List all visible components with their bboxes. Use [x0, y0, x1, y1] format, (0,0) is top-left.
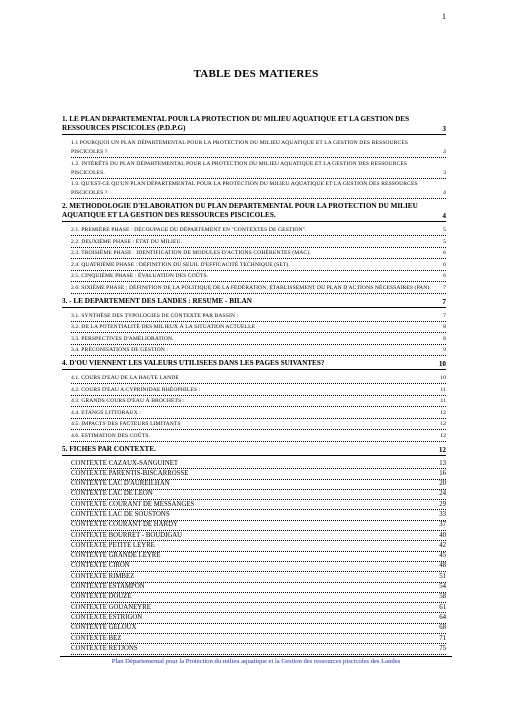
toc-fiche[interactable] — [71, 490, 446, 500]
toc-fiche[interactable] — [71, 480, 446, 490]
toc-entry-text: 1. LE PLAN DEPARTEMENTAL POUR LA PROTECTION DU MILIEU AQUATIQUE ET LA GESTION DES RESSOURCES PISCICOLES (P.D.P.G) — [62, 115, 410, 132]
toc-page-number: 61 — [439, 603, 446, 611]
toc-entry-text: CONTEXTE RETJONS — [71, 644, 138, 652]
toc-fiche[interactable] — [71, 573, 446, 583]
toc-page-number: 4 — [443, 190, 446, 196]
toc-page-number: 40 — [439, 531, 446, 539]
toc-page-number: 42 — [439, 541, 446, 549]
footer-divider — [60, 656, 452, 657]
toc-section-5[interactable] — [62, 445, 446, 456]
toc-entry-text: 1.3. QU'EST-CE QU'UN PLAN DÉPARTEMENTAL POUR LA PROTECTION DU MILIEU AQUATIQUE ET LA GESTION DES RESSOURCES PISCICOLES ? — [71, 181, 418, 196]
toc-page-number: 7 — [443, 284, 446, 291]
toc-page-number: 68 — [439, 624, 446, 632]
toc-subsection-2-2[interactable] — [71, 238, 446, 248]
toc-subsection-4-5[interactable] — [71, 420, 446, 430]
toc-page-number: 5 — [443, 238, 446, 245]
toc-fiche[interactable] — [71, 624, 446, 634]
toc-fiche[interactable] — [71, 583, 446, 593]
toc-page-number: 7 — [443, 312, 446, 319]
toc-entry-text: CONTEXTE CIRON — [71, 562, 130, 570]
toc-page-number: 33 — [439, 510, 446, 518]
toc-page-number: 11 — [440, 398, 446, 404]
toc-entry-text: CONTEXTE BEZ — [71, 634, 122, 642]
toc-section-2[interactable] — [62, 202, 446, 222]
toc-entry-text: 2.2. DEUXIÈME PHASE : ÉTAT DU MILIEU. — [71, 238, 183, 245]
toc-entry-text: 4.3. GRANDS COURS D'EAU À BROCHETS : — [71, 398, 185, 404]
toc-entry-text: 2.5. CINQUIÈME PHASE : ÉVALUATION DES COÛTS. — [71, 273, 209, 279]
toc-entry-text: CONTEXTE LAC DE LEON — [71, 490, 153, 498]
toc-page-number: 10 — [438, 360, 446, 368]
toc-fiche[interactable] — [71, 635, 446, 645]
toc-fiche[interactable] — [71, 552, 446, 562]
toc-page-number: 45 — [439, 552, 446, 560]
toc-subsection-3-3[interactable] — [71, 335, 446, 345]
toc-subsection-3-1[interactable] — [71, 312, 446, 322]
toc-entry-text: 3.2. DE LA POTENTIALITÉ DES MILIEUX À LA SITUATION ACTUELLE — [71, 324, 256, 330]
toc-subsection-2-3[interactable] — [71, 249, 446, 259]
toc-entry-text: 3.3. PERSPECTIVES D'AMÉLIORATION. — [71, 335, 174, 342]
toc-subsection-4-2[interactable] — [71, 386, 446, 396]
toc-page-number: 29 — [439, 500, 446, 508]
toc-fiche[interactable] — [71, 542, 446, 552]
toc-fiche[interactable] — [71, 562, 446, 572]
toc-page-number: 6 — [443, 261, 446, 268]
toc-entry-text: CONTEXTE DOUZE — [71, 593, 132, 601]
toc-entry-text: CONTEXTE COURANT DE MESSANGES — [71, 500, 195, 508]
toc-entry-text: 5. FICHES PAR CONTEXTE. — [62, 444, 156, 453]
toc-page-number: 75 — [439, 644, 446, 652]
toc-entry-text: CONTEXTE PETITE LEYRE — [71, 541, 155, 549]
toc-subsection-1-2[interactable] — [71, 160, 446, 179]
toc-entry-text: 2.4. QUATRIÈME PHASE : DÉFINITION DU SEUIL D'EFFICACITÉ TECHNIQUE (SET). — [71, 261, 290, 268]
toc-entry-text: 3.1. SYNTHÈSE DES TYPOLOGIES DE CONTEXTE PAR BASSIN : — [71, 312, 239, 319]
toc-subsection-1-3[interactable] — [71, 180, 446, 199]
toc-page-number: 8 — [443, 324, 446, 330]
toc-entry-text: CONTEXTE PARENTIS-BISCARROSSE — [71, 469, 189, 477]
toc-entry-text: CONTEXTE GELOUX — [71, 624, 137, 632]
table-of-contents — [62, 112, 446, 655]
toc-page-number: 11 — [440, 386, 446, 393]
toc-entry-text: CONTEXTE GRANDE LEYRE — [71, 552, 161, 560]
toc-subsection-3-2[interactable] — [71, 323, 446, 333]
toc-fiche[interactable] — [71, 532, 446, 542]
toc-page-number: 9 — [443, 347, 446, 353]
toc-subsection-4-6[interactable] — [71, 432, 446, 442]
toc-entry-text: 2. METHODOLOGIE D'ELABORATION DU PLAN DEPARTEMENTAL POUR LA PROTECTION DU MILIEU AQUATIQUE ET LA GESTION DES RESSOURCES PISCICOLES. — [62, 202, 418, 219]
toc-fiche[interactable] — [71, 511, 446, 521]
toc-subsection-2-1[interactable] — [71, 226, 446, 236]
toc-page-number: 3 — [442, 125, 446, 133]
toc-entry-text: CONTEXTE LAC D'AUREILHAN — [71, 480, 170, 488]
toc-entry-text: CONTEXTE ESTAMPON — [71, 583, 145, 591]
toc-subsection-3-4[interactable] — [71, 346, 446, 356]
toc-page-number: 24 — [439, 490, 446, 498]
toc-page-number: 58 — [439, 593, 446, 601]
toc-page-number: 3 — [443, 149, 446, 155]
toc-page-number: 6 — [443, 273, 446, 279]
toc-fiche[interactable] — [71, 593, 446, 603]
toc-entry-text: 4.1. COURS D'EAU DE LA HAUTE LANDE — [71, 375, 179, 381]
toc-entry-text: 2.6. SIXIÈME PHASE : DÉFINITION DE LA POLITIQUE DE LA FÉDÉRATION, ÉTABLISSEMENT DU PLAN D'ACTIONS NÉCESSAIRES (PAN). — [71, 284, 431, 291]
toc-page-number: 5 — [443, 227, 446, 233]
toc-entry-text: 4. D'OU VIENNENT LES VALEURS UTILISEES DANS LES PAGES SUIVANTES? — [62, 359, 325, 367]
toc-page-number: 48 — [439, 562, 446, 570]
toc-page-number: 51 — [439, 572, 446, 580]
toc-entry-text: 4.5. IMPACTS DES FACTEURS LIMITANTS — [71, 421, 181, 427]
toc-fiche[interactable] — [71, 645, 446, 655]
toc-subsection-1-1[interactable] — [71, 139, 446, 158]
toc-entry-text: 4.6. ESTIMATION DES COÛTS. — [71, 432, 151, 439]
toc-section-1[interactable] — [62, 115, 446, 135]
toc-entry-text: CONTEXTE COURANT DE HARDY — [71, 521, 178, 529]
toc-page-number: 7 — [442, 297, 446, 306]
toc-page-number: 37 — [439, 521, 446, 529]
toc-page-number: 54 — [439, 583, 446, 591]
toc-entry-text: CONTEXTE LAC DE SOUSTONS — [71, 510, 170, 518]
toc-subsection-2-4[interactable] — [71, 261, 446, 271]
toc-fiche[interactable] — [71, 521, 446, 531]
toc-page-number: 3 — [443, 169, 446, 176]
toc-entry-text: 3. - LE DEPARTEMENT DES LANDES : RESUME - BILAN — [62, 296, 252, 305]
toc-fiche[interactable] — [71, 460, 446, 470]
toc-page-number: 4 — [442, 212, 446, 220]
toc-page-number: 12 — [440, 421, 446, 427]
toc-page-number: 8 — [443, 335, 446, 342]
toc-page-number: 6 — [443, 250, 446, 256]
toc-fiche[interactable] — [71, 470, 446, 480]
page-number: 1 — [442, 12, 446, 21]
toc-page-number: 20 — [439, 480, 446, 488]
toc-fiche[interactable] — [71, 604, 446, 614]
toc-entry-text: CONTEXTE RIMBEZ — [71, 572, 135, 580]
toc-entry-text: 1.2. INTÉRÊTS DU PLAN DÉPARTEMENTAL POUR LA PROTECTION DU MILIEU AQUATIQUE ET LA GESTION DES RESSOURCES PISCICOLES. — [71, 160, 408, 176]
toc-entry-text: 1.1 POURQUOI UN PLAN DÉPARTEMENTAL POUR LA PROTECTION DU MILIEU AQUATIQUE ET LA GESTION DES RESSOURCES PISCICOLES ? — [71, 140, 409, 155]
toc-page-number: 12 — [440, 432, 446, 439]
toc-page-number: 12 — [440, 409, 446, 416]
toc-entry-text: 2.3. TROISIÈME PHASE : IDENTIFICATION DE MODULES D'ACTIONS COHÉRENTES (MAC). — [71, 250, 311, 256]
toc-subsection-2-6[interactable] — [71, 284, 446, 294]
toc-page-number: 13 — [439, 459, 446, 467]
toc-entry-text: 3.4. PRÉCONISATIONS DE GESTION : — [71, 347, 169, 353]
toc-fiche[interactable] — [71, 501, 446, 511]
toc-entry-text: 4.2. COURS D'EAU A CYPRINIDAE RHÉOPHILES : — [71, 386, 201, 393]
page-footer: Plan Départemental pour la Protection du milieu aquatique et la Gestion des ressources piscicoles des Landes — [111, 658, 401, 665]
page-title: TABLE DES MATIERES — [193, 68, 319, 80]
toc-subsection-4-4[interactable] — [71, 409, 446, 419]
toc-entry-text: CONTEXTE GOUANEYRE — [71, 603, 151, 611]
toc-subsection-2-5[interactable] — [71, 272, 446, 282]
toc-entry-text: 2.1. PREMIÈRE PHASE : DÉCOUPAGE DU DÉPARTEMENT EN "CONTEXTES DE GESTION". — [71, 227, 307, 233]
toc-page-number: 71 — [439, 634, 446, 642]
toc-subsection-4-3[interactable] — [71, 397, 446, 407]
toc-entry-text: CONTEXTE CAZAUX-SANGUINET — [71, 459, 179, 467]
toc-fiche[interactable] — [71, 614, 446, 624]
toc-page-number: 64 — [439, 613, 446, 621]
toc-section-4[interactable] — [62, 359, 446, 370]
toc-section-3[interactable] — [62, 297, 446, 308]
toc-entry-text: 4.4. ETANGS LITTORAUX : — [71, 409, 141, 416]
toc-subsection-4-1[interactable] — [71, 374, 446, 384]
toc-page-number: 12 — [438, 445, 446, 454]
toc-page-number: 10 — [440, 375, 446, 381]
toc-entry-text: CONTEXTE ESTRIGON — [71, 613, 143, 621]
toc-entry-text: CONTEXTE BOURRET - BOUDIGAU — [71, 531, 183, 539]
toc-page-number: 16 — [439, 469, 446, 477]
